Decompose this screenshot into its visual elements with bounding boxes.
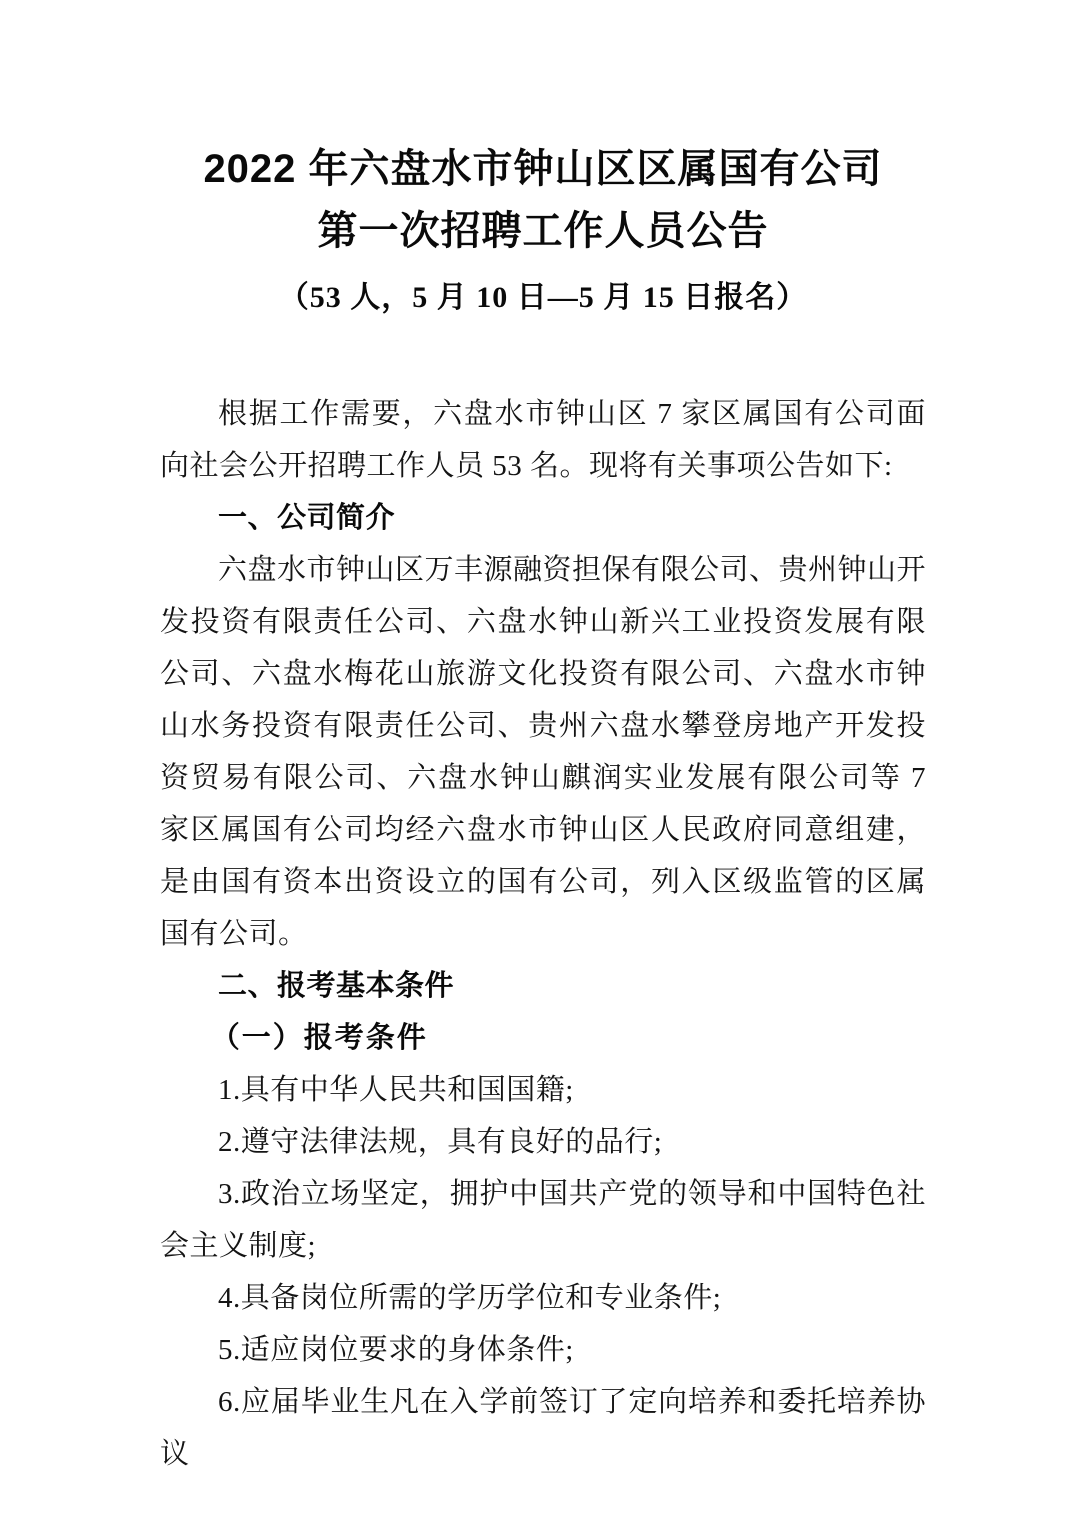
section-heading-basic-conditions: 二、报考基本条件 xyxy=(218,970,455,1002)
condition-item-5: 5.适应岗位要求的身体条件; xyxy=(218,1334,574,1366)
intro-paragraph: 根据工作需要，六盘水市钟山区 7 家区属国有公司面向社会公开招聘工作人员 53 名。现将有关事项公告如下: xyxy=(160,398,926,482)
company-intro-paragraph: 六盘水市钟山区万丰源融资担保有限公司、贵州钟山开发投资有限责任公司、六盘水钟山新兴工业投资发展有限公司、六盘水梅花山旅游文化投资有限公司、六盘水市钟山水务投资有限责任公司、贵州六盘水攀登房地产开发投资贸易有限公司、六盘水钟山麒润实业发展有限公司等 7 家区属国有公司均经六盘水市钟山区人民政府同意组建，是由国有资本出资设立的国有公司，列入区级监管的区属国有公司。 xyxy=(160,554,927,950)
condition-item-6: 6.应届毕业生凡在入学前签订了定向培养和委托培养协议 xyxy=(160,1386,926,1470)
document-subtitle: （53 人，5 月 10 日—5 月 15 日报名） xyxy=(278,281,808,314)
condition-item-4: 4.具备岗位所需的学历学位和专业条件; xyxy=(218,1282,722,1314)
section-heading-company-intro: 一、公司简介 xyxy=(218,502,396,534)
condition-item-3: 3.政治立场坚定，拥护中国共产党的领导和中国特色社会主义制度; xyxy=(160,1178,926,1262)
document-title-line-1: 2022 年六盘水市钟山区区属国有公司 xyxy=(203,147,883,191)
document-title-line-2: 第一次招聘工作人员公告 xyxy=(317,209,769,253)
condition-item-2: 2.遵守法律法规，具有良好的品行; xyxy=(218,1126,663,1158)
condition-item-1: 1.具有中华人民共和国国籍; xyxy=(218,1074,574,1106)
title-block xyxy=(160,138,926,318)
subsection-heading-apply-conditions: （一）报考条件 xyxy=(210,1022,428,1054)
